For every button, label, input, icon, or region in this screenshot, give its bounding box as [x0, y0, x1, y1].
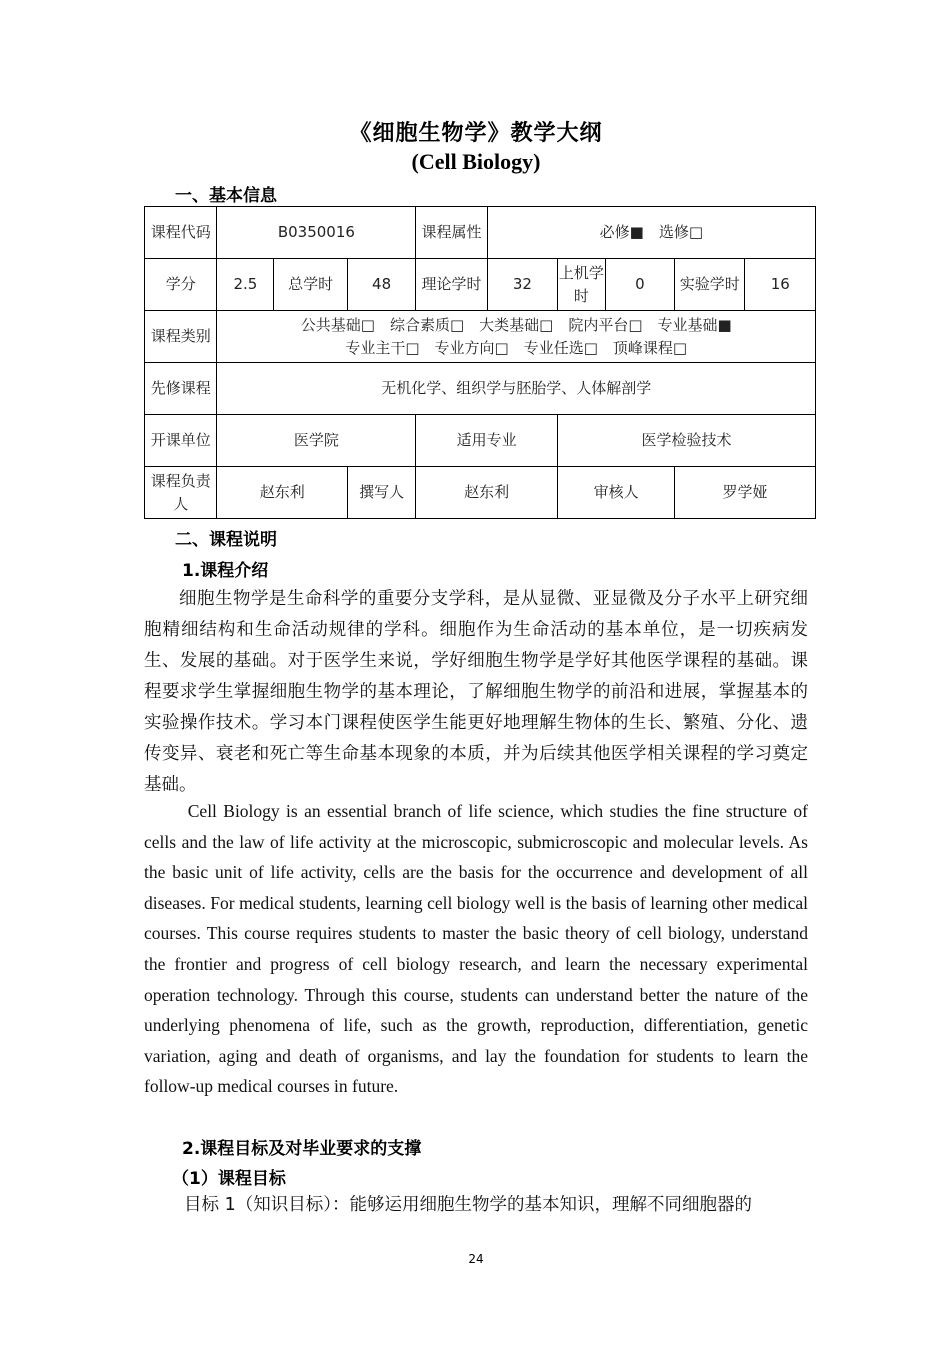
table-row	[145, 259, 816, 311]
lab-hours-label: 实验学时	[675, 259, 745, 311]
category-line-1: 公共基础□ 综合素质□ 大类基础□ 院内平台□ 专业基础■	[300, 315, 732, 334]
lab-hours-value: 16	[745, 259, 816, 311]
author-label: 撰写人	[347, 467, 415, 519]
owner-value: 赵东利	[217, 467, 347, 519]
major-value: 医学检验技术	[558, 415, 816, 467]
course-code-label: 课程代码	[145, 207, 217, 259]
intro-chinese-paragraph: 细胞生物学是生命科学的重要分支学科，是从显微、亚显微及分子水平上研究细胞精细结构和生命活动规律的学科。细胞作为生命活动的基本单位，是一切疾病发生、发展的基础。对于医学生来说，学好细胞生物学是学好其他医学课程的基础。课程要求学生掌握细胞生物学的基本理论，了解细胞生物学的前沿和进展，掌握基本的实验操作技术。学习本门课程使医学生能更好地理解生物体的生长、繁殖、分化、遗传变异、衰老和死亡等生命基本现象的本质，并为后续其他医学相关课程的学习奠定基础。	[144, 589, 808, 795]
table-row	[145, 311, 816, 363]
goal-1-text: 目标 1（知识目标）：能够运用细胞生物学的基本知识，理解不同细胞器的	[184, 1195, 752, 1215]
reviewer-label: 审核人	[558, 467, 675, 519]
prereq-value: 无机化学、组织学与胚胎学、人体解剖学	[217, 363, 816, 415]
dept-value: 医学院	[217, 415, 416, 467]
course-goals-heading: 2.课程目标及对毕业要求的支撑	[182, 1139, 422, 1159]
course-goals-subheading: （1）课程目标	[172, 1169, 286, 1189]
dept-label: 开课单位	[145, 415, 217, 467]
reviewer-value: 罗学娅	[675, 467, 816, 519]
total-hours-value: 48	[347, 259, 415, 311]
page-number: 24	[468, 1252, 484, 1266]
computer-hours-label: 上机学时	[558, 259, 606, 311]
total-hours-label: 总学时	[274, 259, 348, 311]
course-attr-value: 必修■ 选修□	[487, 207, 815, 259]
owner-label: 课程负责人	[145, 467, 217, 519]
prereq-label: 先修课程	[145, 363, 217, 415]
document-title: 《细胞生物学》教学大纲	[349, 121, 603, 146]
table-row	[145, 363, 816, 415]
table-row	[145, 467, 816, 519]
course-intro-heading: 1.课程介绍	[182, 561, 269, 581]
credits-value: 2.5	[217, 259, 274, 311]
course-attr-label: 课程属性	[416, 207, 487, 259]
table-row	[145, 207, 816, 259]
section-course-desc-heading: 二、课程说明	[175, 530, 277, 550]
author-value: 赵东利	[416, 467, 558, 519]
major-label: 适用专业	[416, 415, 558, 467]
category-value	[217, 311, 816, 363]
category-label: 课程类别	[145, 311, 217, 363]
intro-english-paragraph: Cell Biology is an essential branch of life science, which studies the fine structure of cells and the law of life activity at the microscopic, submicroscopic and molecular levels. As the basic unit of life activity, cells are the basis for the occurrence and development of all diseases. For medical students, learning cell biology well is the basis of learning other medical courses. This course requires students to master the basic theory of cell biology, understand the frontier and progress of cell biology research, and learn the necessary experimental operation technology. Through this course, students can understand better the nature of the underlying phenomena of life, such as the growth, reproduction, differentiation, genetic variation, aging and death of organisms, and lay the foundation for students to learn the follow-up medical courses in future.	[144, 801, 808, 1097]
document-subtitle: (Cell Biology)	[411, 149, 541, 174]
theory-hours-value: 32	[487, 259, 557, 311]
course-code-value: B0350016	[217, 207, 416, 259]
category-line-2: 专业主干□ 专业方向□ 专业任选□ 顶峰课程□	[345, 338, 688, 357]
section-basic-info-heading: 一、基本信息	[175, 186, 277, 206]
credits-label: 学分	[145, 259, 217, 311]
course-info-table	[144, 206, 816, 519]
computer-hours-value: 0	[605, 259, 674, 311]
table-row	[145, 415, 816, 467]
theory-hours-label: 理论学时	[416, 259, 487, 311]
